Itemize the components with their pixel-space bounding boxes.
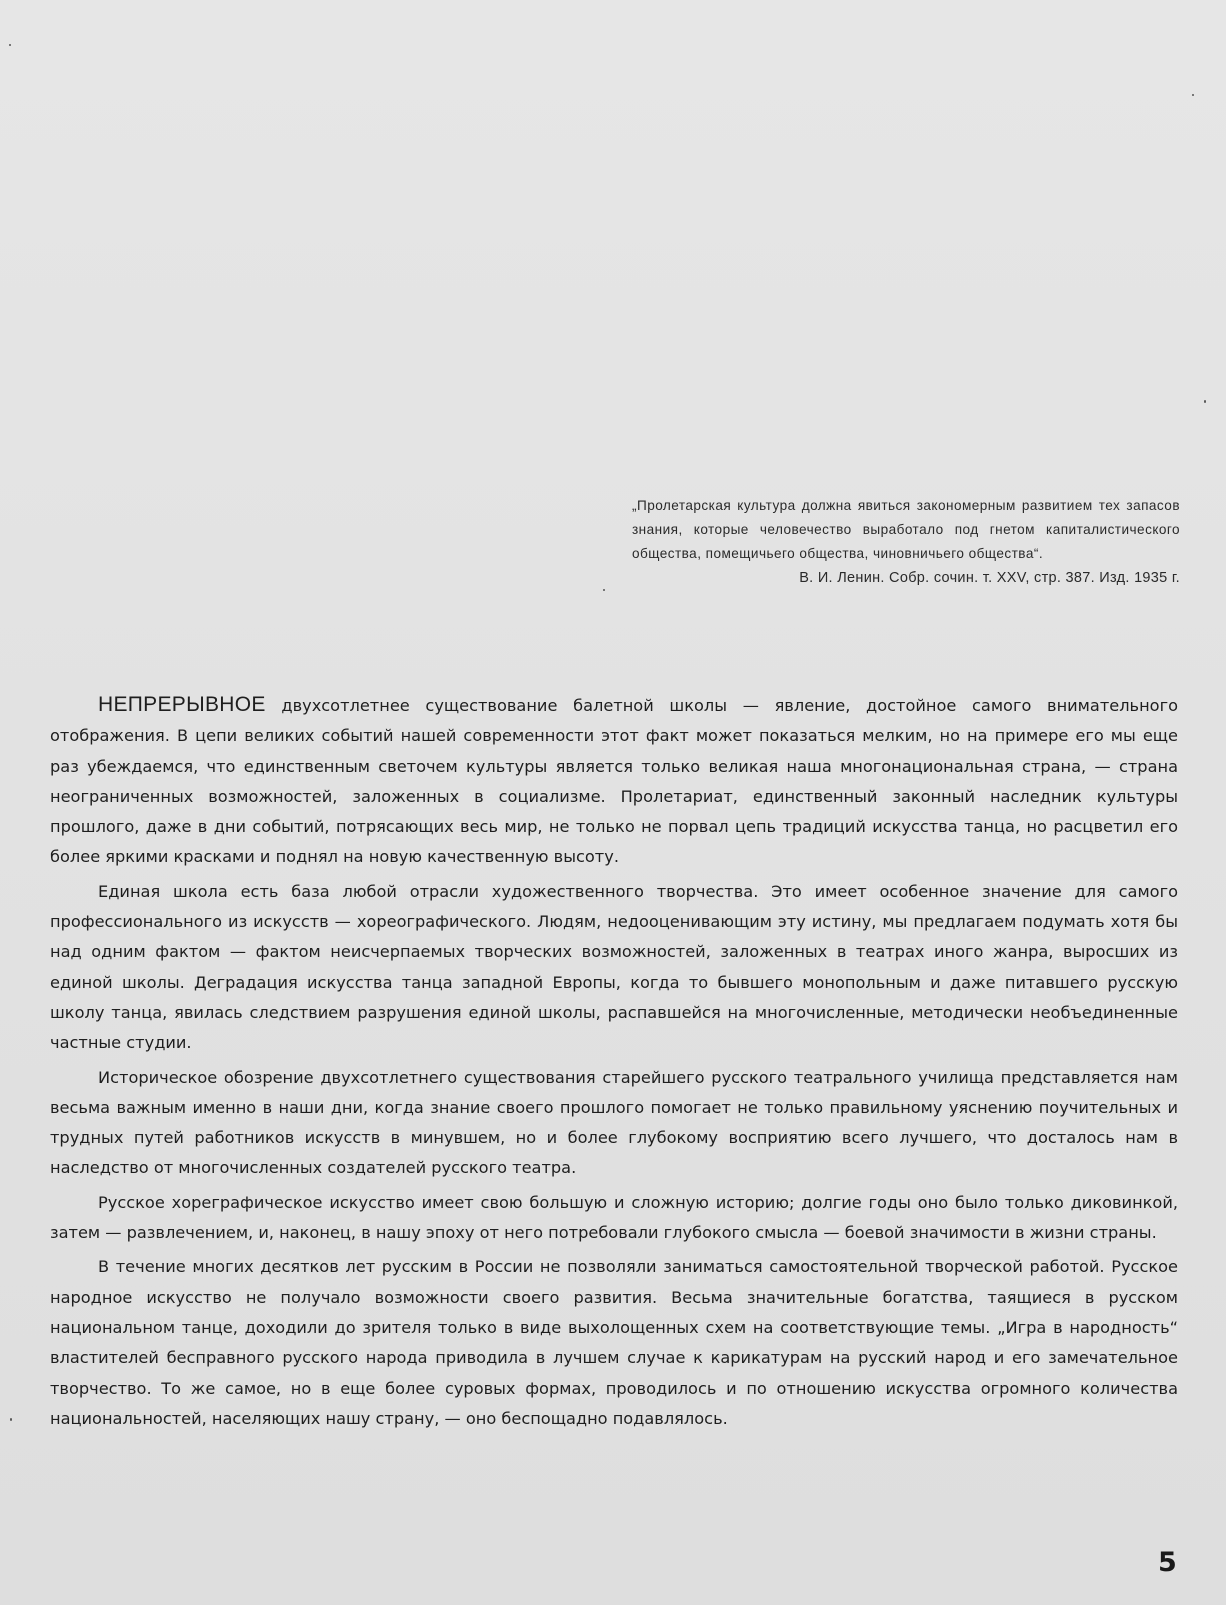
lead-word: НЕПРЕРЫВНОЕ [98,693,266,716]
page-number: 5 [1158,1547,1177,1578]
scan-speck [603,589,605,591]
paragraph-4: Русское хореграфическое искусство имеет свою большую и сложную историю; долгие годы оно было только диковинкой, затем — развлечением, и, наконец, в нашу эпоху от него потребовали глубокого смысла — боевой значимости в жизни страны. [50,1192,1178,1243]
epigraph-quote: „Пролетарская культура должна явиться закономерным развитием тех запасов знания, которые человечество выработало под гнетом капиталистического общества, помещичьего общества, чиновничьего общества“. [632,498,1180,561]
paragraph-1-text: двухсотлетнее существование балетной школы — явление, достойное самого внимательного отображения. В цепи великих событий нашей современности этот факт может показаться мелким, но на примере его мы еще раз убеждаемся, что единственным светочем культуры является только великая наша многонациональная страна, — страна неограниченных возможностей, заложенных в социализме. Пролетариат, единственный законный наследник культуры прошлого, даже в дни событий, потрясающих весь мир, не только не порвал цепь традиций искусства танца, но расцветил его более яркими красками и поднял на новую качественную высоту. [50,696,1178,867]
main-text [50,690,1178,1438]
scan-speck [9,44,11,46]
paragraph-2: Единая школа есть база любой отрасли художественного творчества. Это имеет особенное значение для самого профессионального из искусств — хореографического. Людям, недооценивающим эту истину, мы предлагаем подумать хотя бы над одним фактом — фактом неисчерпаемых творческих возможностей, заложенных в театрах иного жанра, выросших из единой школы. Деградация искусства танца западной Европы, когда то бывшего монопольным и даже питавшего русскую школу танца, явилась следствием разрушения единой школы, распавшейся на многочисленные, методически необъединенные частные студии. [50,881,1178,1053]
epigraph-attribution: В. И. Ленин. Собр. сочин. т. XXV, стр. 387. Изд. 1935 г. [799,570,1180,586]
scan-speck [1192,94,1194,96]
scan-speck [10,1418,12,1421]
epigraph [632,494,1180,590]
paragraph-1 [50,690,1178,873]
paragraph-3: Историческое обозрение двухсотлетнего существования старейшего русского театрального училища представляется нам весьма важным именно в наши дни, когда знание своего прошлого помогает не только правильному уяснению поучительных и трудных путей работников искусств в минувшем, но и более глубокому восприятию всего лучшего, что досталось нам в наследство от многочисленных создателей русского театра. [50,1067,1178,1178]
paragraph-5: В течение многих десятков лет русским в России не позволяли заниматься самостоятельной творческой работой. Русское народное искусство не получало возможности своего развития. Весьма значительные богатства, таящиеся в русском национальном танце, доходили до зрителя только в виде выхолощенных схем на соответствующие темы. „Игра в народность“ властителей бесправного русского народа приводила в лучшем случае к карикатурам на русский народ и его замечательное творчество. То же самое, но в еще более суровых формах, проводилось и по отношению искусства огромного количества национальностей, населяющих нашу страну, — оно беспощадно подавлялось. [50,1257,1178,1428]
scan-speck [1204,400,1206,403]
